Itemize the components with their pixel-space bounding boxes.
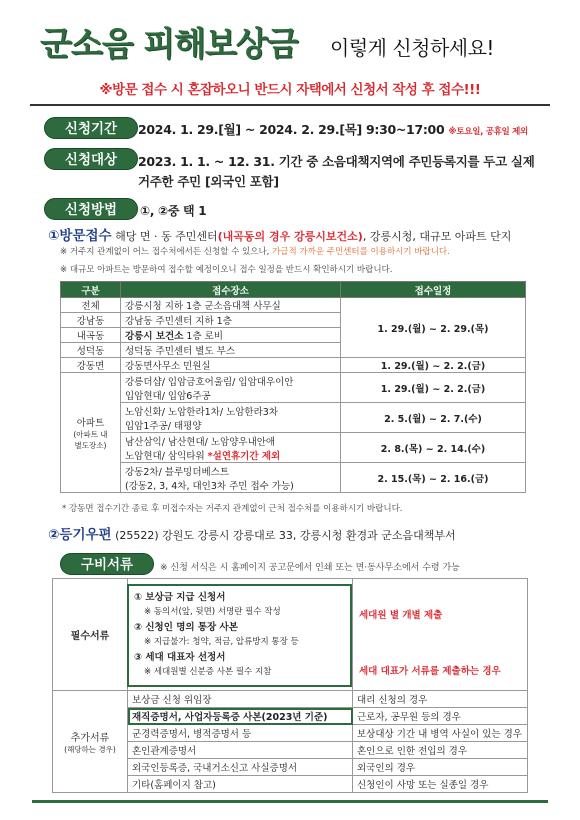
- cell-place: 강남동 주민센터 지하 1층: [121, 313, 341, 328]
- table-row: [61, 433, 526, 463]
- cell-area: 내곡동: [61, 328, 121, 343]
- additional-sub: (해당하는 경우): [64, 744, 116, 754]
- table-row: [61, 298, 526, 313]
- cell-date: 1. 29.(월) ~ 2. 2.(금): [341, 373, 526, 403]
- schedule-header-row: [61, 282, 526, 298]
- cell-area: 강동면: [61, 358, 121, 373]
- target-line-1: 2023. 1. 1. ~ 12. 31. 기간 중 소음대책지역에 주민등록지를 두고 실제: [138, 154, 535, 169]
- cell-place-line: 노암신화/ 노암한라1차/ 노암한라3차: [125, 406, 279, 418]
- cell-place-rest: 1층 로비: [183, 331, 223, 342]
- cell-place: [121, 373, 341, 403]
- period-text: [138, 120, 528, 138]
- schedule-footnote: * 강동면 접수기간 종료 후 미접수자는 거주지 관계없이 근처 접수처를 이용하시기 바랍니다.: [62, 504, 403, 514]
- add-condition: 신청인이 사망 또는 실종일 경우: [353, 776, 528, 793]
- cell-date: 1. 29.(월) ~ 2. 29.(목): [341, 298, 526, 358]
- required-highlight-frame: [127, 584, 352, 687]
- visit-text-red: (내곡동의 경우 강릉시보건소): [217, 230, 363, 243]
- cell-place-bold: 강릉시 보건소: [125, 331, 184, 342]
- cell-date: 2. 8.(목) ~ 2. 14.(수): [341, 433, 526, 463]
- visit-title: ①방문접수: [48, 228, 112, 244]
- apt-sub-1: (아파트 내: [73, 429, 108, 439]
- period-note: ※토요일, 공휴일 제외: [448, 127, 528, 137]
- add-condition: 보상대상 기간 내 병역 사실이 있는 경우: [353, 725, 528, 742]
- add-doc: 재직증명서, 사업자등록증 사본(2023년 기준): [128, 708, 353, 725]
- additional-label-cell: [53, 691, 128, 793]
- add-doc: 기타(홈페이지 참고): [128, 776, 353, 793]
- col-date: 접수일정: [341, 282, 526, 298]
- cell-place: [121, 403, 341, 433]
- docs-table-wrapper: [52, 578, 528, 793]
- method-note-2: ※ 대규모 아파트는 방문하여 접수할 예정이오니 접수 일정을 반드시 확인하시기 바랍니다.: [60, 265, 393, 275]
- req-2-title: ② 신청인 명의 통장 사본: [134, 621, 238, 633]
- docs-badge: 구비서류: [60, 553, 154, 575]
- col-area: 구분: [61, 282, 121, 298]
- post-line: [48, 523, 456, 543]
- holiday-note: *설연휴기간 제외: [207, 450, 281, 462]
- add-condition: 대리 신청의 경우: [353, 691, 528, 708]
- cell-place-line: [125, 448, 336, 462]
- footer-bar: [32, 800, 548, 803]
- cell-area: 전체: [61, 298, 121, 313]
- docs-note: ※ 신청 서식은 시 홈페이지 공고문에서 인쇄 또는 면·동사무소에서 수령 가능: [160, 563, 460, 573]
- add-doc: 외국인등록증, 국내거소신고 사실증명서: [128, 759, 353, 776]
- post-title: ②등기우편: [48, 527, 112, 543]
- method-note-1: [60, 245, 450, 257]
- method-note-1a: ※ 거주지 관계없이 어느 접수처에서든 신청할 수 있으나,: [60, 247, 273, 257]
- cell-place: 강동면사무소 민원실: [121, 358, 341, 373]
- cell-place: [121, 433, 341, 463]
- req-3-note: ※ 세대원별 신분증 사본 필수 지참: [144, 666, 272, 677]
- visit-warning: ※방문 접수 시 혼잡하오니 반드시 자택에서 신청서 작성 후 접수!!!: [99, 82, 481, 98]
- cell-place-line: 입암현대/ 입암6주공: [125, 390, 211, 402]
- target-line-2: 거주한 주민 [외국인 포함]: [138, 174, 279, 189]
- additional-table: [52, 690, 528, 793]
- add-condition: 외국인의 경우: [353, 759, 528, 776]
- method-badge: 신청방법: [44, 198, 138, 220]
- add-condition: 근로자, 공무원 등의 경우: [353, 708, 528, 725]
- req-right-1: 세대원 별 개별 제출: [359, 609, 443, 621]
- cell-place-line: 입암1주공/ 태평양: [125, 420, 202, 432]
- cell-date: 1. 29.(월) ~ 2. 2.(금): [341, 358, 526, 373]
- add-condition: 혼인으로 인한 전입의 경우: [353, 742, 528, 759]
- cell-place-line: 남산삼익/ 남산현대/ 노암양우내안애: [125, 436, 276, 448]
- header-divider: [30, 104, 550, 106]
- cell-area-apartment: [61, 373, 121, 493]
- table-row: [61, 373, 526, 403]
- table-row: [61, 358, 526, 373]
- post-address: (25522) 강원도 강릉시 강릉대로 33, 강릉시청 환경과 군소음대책부서: [115, 529, 456, 542]
- cell-place-part: 노암현대/ 삼익타워: [125, 450, 208, 462]
- table-row: [61, 463, 526, 493]
- cell-place: 성덕동 주민센터 별도 부스: [121, 343, 341, 358]
- apt-sub-2: 별도장소): [74, 440, 107, 450]
- page-title: 군소음 피해보상금: [40, 24, 298, 63]
- visit-line: [48, 224, 511, 244]
- apt-label: 아파트: [76, 417, 105, 429]
- cell-date: 2. 15.(목) ~ 2. 16.(금): [341, 463, 526, 493]
- header: [0, 14, 580, 66]
- cell-place: [121, 463, 341, 493]
- period-badge: 신청기간: [44, 117, 138, 139]
- add-doc: 혼인관계증명서: [128, 742, 353, 759]
- req-right-2: 세대 대표가 서류를 제출하는 경우: [359, 665, 501, 677]
- visit-text-a: 해당 면 · 동 주민센터: [115, 230, 218, 243]
- req-2-note: ※ 지급불가: 청약, 적금, 압류방지 통장 등: [144, 636, 299, 647]
- page-subtitle: 이렇게 신청하세요!: [330, 36, 494, 60]
- table-row: [61, 403, 526, 433]
- cell-place-line: 강동2차/ 블루밍더베스트: [125, 466, 230, 478]
- cell-area: 강남동: [61, 313, 121, 328]
- cell-place: [121, 328, 341, 343]
- req-1-note: ※ 동의서(앞, 뒷면) 서명란 필수 작성: [144, 606, 281, 617]
- additional-label: 추가서류: [70, 732, 110, 744]
- cell-place-line: 강릉더샵/ 입암금호어울림/ 입암대우이안: [125, 376, 294, 388]
- cell-place: 강릉시청 지하 1층 군소음대책 사무실: [121, 298, 341, 313]
- req-1-title: ① 보상금 지급 신청서: [134, 591, 226, 603]
- add-doc: 군경력증명서, 병적증명서 등: [128, 725, 353, 742]
- method-note-1b: 가급적 가까운 주민센터를 이용하시기 바랍니다.: [272, 247, 450, 257]
- table-row: [53, 691, 528, 708]
- period-dates: 2024. 1. 29.[월] ~ 2024. 2. 29.[목] 9:30~17:00: [138, 122, 445, 137]
- cell-date: 2. 5.(월) ~ 2. 7.(수): [341, 403, 526, 433]
- required-label: 필수서류: [53, 579, 128, 691]
- method-choice: ①, ②중 택 1: [140, 204, 207, 218]
- cell-place-line: (강동2, 3, 4차, 대인3차 주민 접수 가능): [125, 480, 294, 492]
- target-badge: 신청대상: [44, 148, 138, 170]
- cell-area: 성덕동: [61, 343, 121, 358]
- add-doc: 보상금 신청 위임장: [128, 691, 353, 708]
- schedule-table: [60, 281, 526, 493]
- req-3-title: ③ 세대 대표자 선정서: [134, 651, 226, 663]
- required-notes: [353, 579, 528, 691]
- visit-text-b: , 강릉시청, 대규모 아파트 단지: [362, 230, 512, 243]
- col-place: 접수장소: [121, 282, 341, 298]
